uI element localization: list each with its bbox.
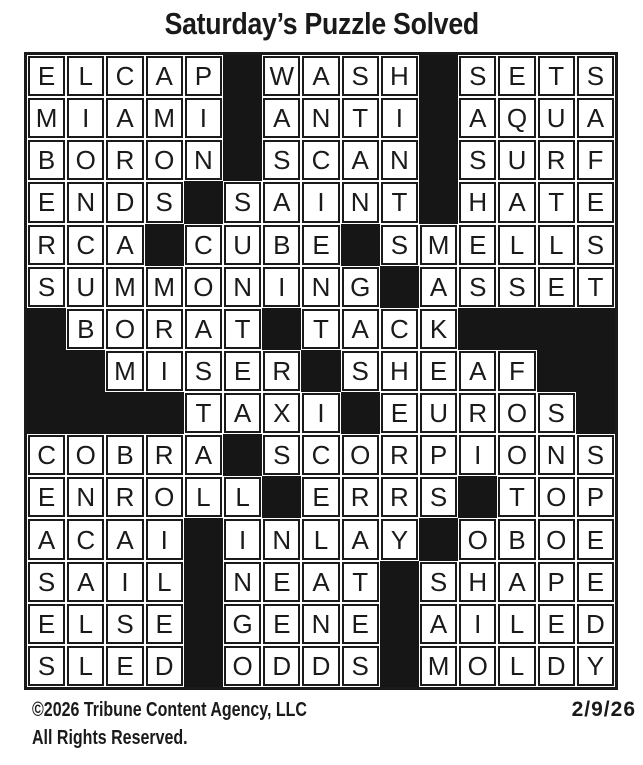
- black-square: [341, 224, 380, 266]
- grid-cell: B: [28, 140, 65, 180]
- grid-cell: T: [498, 477, 535, 517]
- black-square: [262, 308, 301, 350]
- grid-cell: E: [146, 604, 183, 644]
- grid-cell: R: [263, 351, 300, 391]
- grid-cell: S: [459, 140, 496, 180]
- grid-cell: I: [381, 98, 418, 138]
- grid-cell: R: [146, 309, 183, 349]
- grid-cell: O: [342, 435, 379, 475]
- grid-cell: N: [302, 98, 339, 138]
- black-square: [341, 392, 380, 434]
- grid-cell: C: [185, 225, 222, 265]
- grid-cell: A: [342, 309, 379, 349]
- black-square: [223, 97, 262, 139]
- grid-cell: L: [67, 646, 104, 686]
- grid-cell: L: [498, 225, 535, 265]
- grid-cell: N: [224, 267, 261, 307]
- grid-cell: L: [538, 225, 575, 265]
- grid-cell: L: [67, 604, 104, 644]
- grid-cell: N: [538, 435, 575, 475]
- black-square: [301, 350, 340, 392]
- grid-cell: T: [342, 98, 379, 138]
- rights-text: All Rights Reserved.: [32, 727, 188, 749]
- grid-cell: S: [263, 435, 300, 475]
- grid-cell: R: [342, 477, 379, 517]
- grid-cell: D: [538, 646, 575, 686]
- grid-cell: R: [538, 140, 575, 180]
- grid-cell: C: [67, 519, 104, 559]
- black-square: [27, 392, 66, 434]
- black-square: [184, 561, 223, 603]
- grid-cell: I: [67, 98, 104, 138]
- grid-cell: P: [538, 562, 575, 602]
- grid-cell: A: [302, 562, 339, 602]
- grid-cell: I: [302, 182, 339, 222]
- grid-cell: C: [28, 435, 65, 475]
- black-square: [576, 392, 615, 434]
- black-square: [419, 55, 458, 97]
- grid-cell: O: [224, 646, 261, 686]
- black-square: [380, 645, 419, 687]
- grid-cell: A: [498, 562, 535, 602]
- grid-cell: R: [106, 477, 143, 517]
- grid-cell: A: [185, 435, 222, 475]
- grid-cell: P: [185, 56, 222, 96]
- grid-cell: S: [224, 182, 261, 222]
- black-square: [184, 603, 223, 645]
- grid-cell: X: [263, 393, 300, 433]
- black-square: [223, 139, 262, 181]
- grid-cell: E: [28, 182, 65, 222]
- grid-cell: M: [420, 225, 457, 265]
- grid-cell: C: [106, 56, 143, 96]
- black-square: [27, 350, 66, 392]
- grid-cell: E: [302, 477, 339, 517]
- grid-cell: S: [538, 393, 575, 433]
- black-square: [380, 603, 419, 645]
- grid-cell: A: [342, 519, 379, 559]
- grid-cell: S: [420, 562, 457, 602]
- black-square: [419, 97, 458, 139]
- grid-cell: B: [263, 225, 300, 265]
- grid-cell: L: [185, 477, 222, 517]
- grid-cell: F: [498, 351, 535, 391]
- grid-cell: T: [381, 182, 418, 222]
- grid-cell: A: [263, 98, 300, 138]
- black-square: [145, 392, 184, 434]
- grid-cell: M: [106, 351, 143, 391]
- grid-cell: U: [420, 393, 457, 433]
- grid-cell: R: [146, 435, 183, 475]
- grid-cell: A: [342, 140, 379, 180]
- grid-cell: Y: [381, 519, 418, 559]
- grid-cell: I: [106, 562, 143, 602]
- grid-cell: E: [459, 225, 496, 265]
- grid-cell: S: [146, 182, 183, 222]
- grid-cell: T: [342, 562, 379, 602]
- grid-cell: D: [302, 646, 339, 686]
- grid-cell: A: [420, 267, 457, 307]
- grid-cell: A: [498, 182, 535, 222]
- black-square: [458, 308, 497, 350]
- grid-cell: L: [67, 56, 104, 96]
- grid-cell: B: [67, 309, 104, 349]
- grid-cell: C: [302, 140, 339, 180]
- grid-cell: A: [224, 393, 261, 433]
- grid-cell: A: [146, 56, 183, 96]
- footer-first-line: [32, 696, 636, 724]
- grid-cell: O: [459, 519, 496, 559]
- grid-cell: E: [577, 519, 614, 559]
- grid-cell: R: [106, 140, 143, 180]
- black-square: [419, 139, 458, 181]
- grid-cell: W: [263, 56, 300, 96]
- black-square: [380, 266, 419, 308]
- grid-cell: E: [498, 56, 535, 96]
- grid-cell: O: [538, 519, 575, 559]
- grid-cell: O: [459, 646, 496, 686]
- grid-cell: H: [381, 56, 418, 96]
- grid-cell: N: [67, 182, 104, 222]
- grid-cell: I: [146, 351, 183, 391]
- grid-cell: A: [106, 98, 143, 138]
- grid-cell: A: [106, 225, 143, 265]
- grid-cell: E: [263, 562, 300, 602]
- grid-cell: A: [577, 98, 614, 138]
- grid-cell: N: [185, 140, 222, 180]
- grid-cell: H: [459, 182, 496, 222]
- grid-cell: N: [67, 477, 104, 517]
- grid-cell: B: [106, 435, 143, 475]
- grid-cell: E: [263, 604, 300, 644]
- grid-cell: R: [459, 393, 496, 433]
- grid-cell: I: [459, 604, 496, 644]
- grid-cell: I: [302, 393, 339, 433]
- grid-cell: K: [420, 309, 457, 349]
- grid-cell: S: [106, 604, 143, 644]
- grid-cell: Y: [577, 646, 614, 686]
- grid-cell: N: [302, 604, 339, 644]
- grid-cell: C: [302, 435, 339, 475]
- grid-cell: A: [459, 351, 496, 391]
- grid-cell: M: [146, 98, 183, 138]
- grid-cell: M: [106, 267, 143, 307]
- grid-cell: D: [146, 646, 183, 686]
- grid-cell: U: [498, 140, 535, 180]
- black-square: [537, 308, 576, 350]
- grid-cell: O: [498, 393, 535, 433]
- grid-cell: S: [577, 225, 614, 265]
- grid-cell: E: [538, 604, 575, 644]
- grid-cell: L: [302, 519, 339, 559]
- black-square: [497, 308, 536, 350]
- grid-cell: M: [146, 267, 183, 307]
- grid-cell: A: [185, 309, 222, 349]
- grid-cell: F: [577, 140, 614, 180]
- grid-cell: B: [498, 519, 535, 559]
- grid-cell: C: [381, 309, 418, 349]
- grid-cell: S: [342, 351, 379, 391]
- grid-cell: T: [577, 267, 614, 307]
- grid-cell: U: [224, 225, 261, 265]
- grid-cell: S: [577, 435, 614, 475]
- black-square: [27, 308, 66, 350]
- grid-cell: E: [577, 562, 614, 602]
- black-square: [66, 392, 105, 434]
- grid-cell: H: [381, 351, 418, 391]
- grid-cell: A: [67, 562, 104, 602]
- grid-cell: S: [498, 267, 535, 307]
- grid-cell: L: [146, 562, 183, 602]
- grid-cell: E: [302, 225, 339, 265]
- grid-cell: S: [459, 267, 496, 307]
- grid-cell: T: [538, 56, 575, 96]
- black-square: [419, 181, 458, 223]
- grid-cell: S: [28, 562, 65, 602]
- grid-cell: O: [146, 477, 183, 517]
- grid-cell: L: [224, 477, 261, 517]
- grid-cell: G: [224, 604, 261, 644]
- grid-cell: A: [263, 182, 300, 222]
- grid-cell: S: [342, 646, 379, 686]
- grid-cell: O: [146, 140, 183, 180]
- grid-cell: I: [146, 519, 183, 559]
- grid-cell: E: [28, 604, 65, 644]
- black-square: [537, 350, 576, 392]
- grid-cell: N: [224, 562, 261, 602]
- grid-cell: S: [459, 56, 496, 96]
- grid-cell: D: [577, 604, 614, 644]
- black-square: [184, 181, 223, 223]
- grid-cell: P: [577, 477, 614, 517]
- grid-cell: Q: [498, 98, 535, 138]
- grid-cell: T: [302, 309, 339, 349]
- black-square: [419, 518, 458, 560]
- copyright-text: ©2026 Tribune Content Agency, LLC: [32, 699, 307, 721]
- grid-cell: E: [381, 393, 418, 433]
- black-square: [380, 561, 419, 603]
- grid-cell: U: [67, 267, 104, 307]
- grid-cell: N: [342, 182, 379, 222]
- grid-cell: R: [28, 225, 65, 265]
- grid-cell: O: [67, 435, 104, 475]
- grid-cell: A: [420, 604, 457, 644]
- black-square: [576, 350, 615, 392]
- grid-cell: E: [420, 351, 457, 391]
- grid-cell: L: [498, 604, 535, 644]
- grid-cell: S: [577, 56, 614, 96]
- grid-cell: M: [420, 646, 457, 686]
- grid-cell: E: [538, 267, 575, 307]
- grid-cell: T: [538, 182, 575, 222]
- grid-cell: E: [28, 477, 65, 517]
- grid-cell: H: [459, 562, 496, 602]
- grid-cell: A: [28, 519, 65, 559]
- grid-cell: T: [185, 393, 222, 433]
- black-square: [262, 476, 301, 518]
- black-square: [223, 434, 262, 476]
- black-square: [184, 518, 223, 560]
- grid-cell: O: [538, 477, 575, 517]
- grid-cell: S: [185, 351, 222, 391]
- grid-cell: S: [420, 477, 457, 517]
- black-square: [576, 308, 615, 350]
- black-square: [184, 645, 223, 687]
- grid-cell: T: [224, 309, 261, 349]
- grid-cell: E: [577, 182, 614, 222]
- page-title: [0, 6, 643, 42]
- grid-cell: N: [302, 267, 339, 307]
- grid-cell: E: [28, 56, 65, 96]
- crossword-grid: [24, 52, 618, 690]
- grid-cell: N: [381, 140, 418, 180]
- grid-cell: L: [498, 646, 535, 686]
- grid-cell: S: [263, 140, 300, 180]
- grid-cell: I: [459, 435, 496, 475]
- grid-cell: R: [381, 435, 418, 475]
- grid-cell: E: [224, 351, 261, 391]
- grid-cell: N: [263, 519, 300, 559]
- grid-cell: D: [106, 182, 143, 222]
- grid-cell: S: [342, 56, 379, 96]
- black-square: [105, 392, 144, 434]
- footer-second-line: [32, 724, 636, 752]
- solution-date: 2/9/26: [571, 698, 636, 721]
- grid-cell: S: [28, 267, 65, 307]
- page-title-text: Saturday’s Puzzle Solved: [164, 6, 479, 41]
- grid-cell: R: [381, 477, 418, 517]
- grid-cell: A: [302, 56, 339, 96]
- grid-cell: P: [420, 435, 457, 475]
- grid-cell: O: [185, 267, 222, 307]
- footer: [32, 696, 636, 752]
- black-square: [223, 55, 262, 97]
- grid-cell: I: [185, 98, 222, 138]
- grid-cell: I: [224, 519, 261, 559]
- black-square: [458, 476, 497, 518]
- grid-cell: S: [28, 646, 65, 686]
- grid-cell: D: [263, 646, 300, 686]
- black-square: [66, 350, 105, 392]
- grid-cell: U: [538, 98, 575, 138]
- black-square: [145, 224, 184, 266]
- grid-cell: A: [459, 98, 496, 138]
- grid-cell: C: [67, 225, 104, 265]
- grid-cell: I: [263, 267, 300, 307]
- grid-cell: A: [106, 519, 143, 559]
- grid-cell: E: [106, 646, 143, 686]
- grid-cell: O: [498, 435, 535, 475]
- grid-cell: S: [381, 225, 418, 265]
- grid-cell: O: [67, 140, 104, 180]
- grid-cell: M: [28, 98, 65, 138]
- grid-cell: G: [342, 267, 379, 307]
- grid-cell: E: [342, 604, 379, 644]
- grid-cell: O: [106, 309, 143, 349]
